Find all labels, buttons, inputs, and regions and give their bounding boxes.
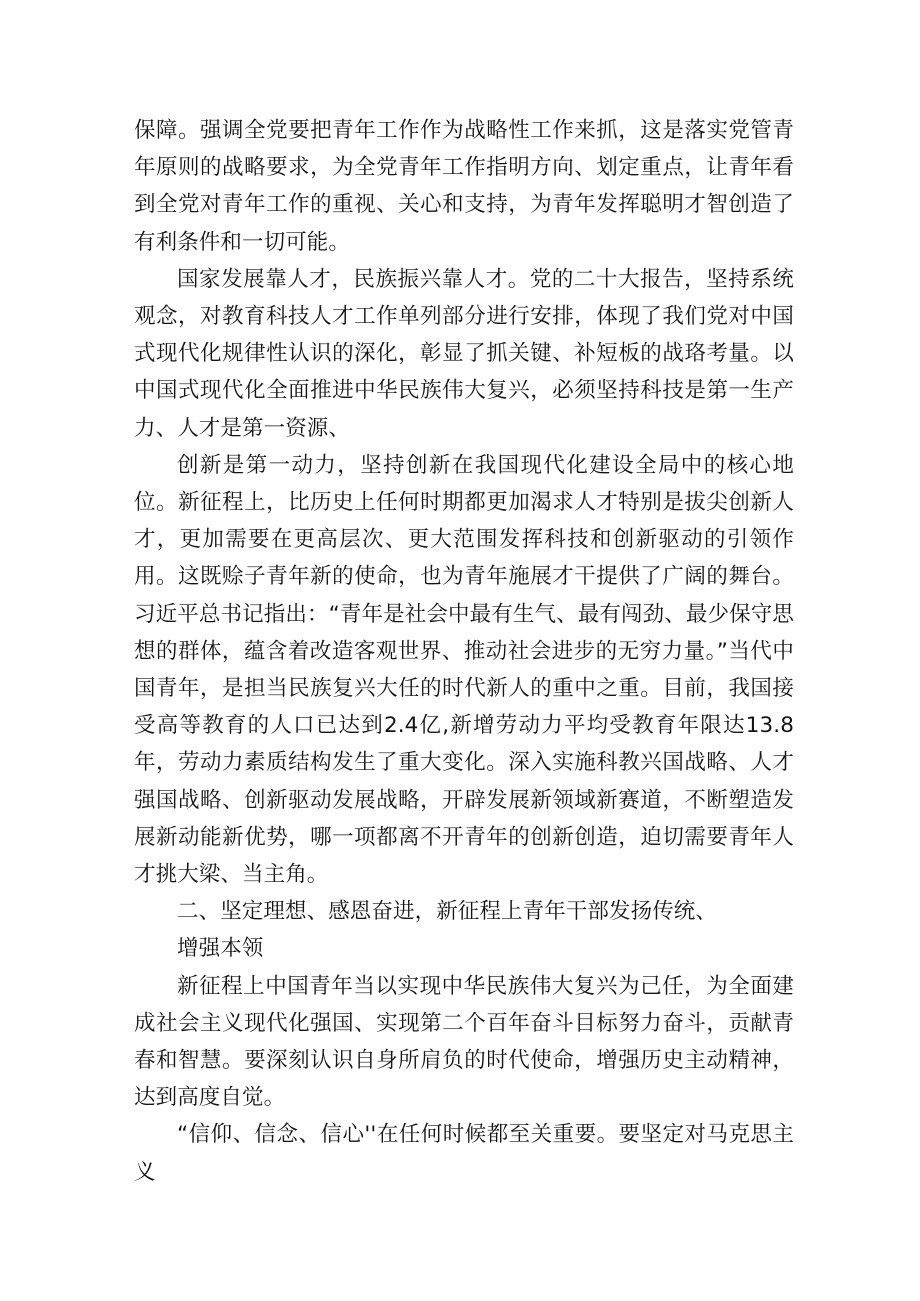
paragraph-5: “信仰、信念、信心''在任何时候都至关重要。要坚定对马克思主义 [134,1122,794,1185]
paragraph-2: 国家发展靠人才，民族振兴靠人才。党的二十大报告，坚持系统观念，对教育科技人才工作单列部分进行安排，体现了我们党对中国式现代化规律性认识的深化，彰显了抓关键、补短板的战珞考量。以中国式现代化全面推进中华民族伟大复兴，必须坚持科技是第一生产力、人才是第一资源、 [134,266,794,441]
paragraph-1: 保障。强调全党要把青年工作作为战略性工作来抓，这是落实党管青年原则的战略要求，为全党青年工作指明方向、划定重点，让青年看到全党对青年工作的重视、关心和支持，为青年发挥聪明才智创造了有利条件和一切可能。 [134,118,794,255]
paragraph-4: 新征程上中国青年当以实现中华民族伟大复兴为己任，为全面建成社会主义现代化强国、实现第二个百年奋斗目标努力奋斗，贡献青春和智慧。要深刻认识自身所肩负的时代使命，增强历史主动精神，达到高度自觉。 [134,973,794,1111]
document-body [134,112,794,1191]
paragraph-3: 创新是第一动力，坚持创新在我国现代化建设全局中的核心地位。新征程上，比历史上任何时期都更加渴求人才特别是拔尖创新人才，更加需要在更高层次、更大范围发挥科技和创新驱动的引领作用。这既赊子青年新的使命，也为青年施展才干提供了广阔的舞台。习近平总书记指出：“青年是社会中最有生气、最有闯劲、最少保守思想的群体，蕴含着改造客观世界、推动社会进步的无穷力量。”当代中国青年，是担当民族复兴大任的时代新人的重中之重。目前，我国接受高等教育的人口已达到2.4亿,新增劳动力平均受教育年限达13.8年，劳动力素质结构发生了重大变化。深入实施科教兴国战略、人才强国战略、创新驱动发展战略，开辟发展新领域新赛道，不断塑造发展新动能新优势，哪一项都离不开青年的创新创造，迫切需要青年人才挑大梁、当主角。 [134,452,794,888]
section-heading-line-2: 增强本领 [177,936,264,962]
section-heading-line-1: 二、坚定理想、感恩奋进，新征程上青年干部发扬传统、 [177,899,718,925]
